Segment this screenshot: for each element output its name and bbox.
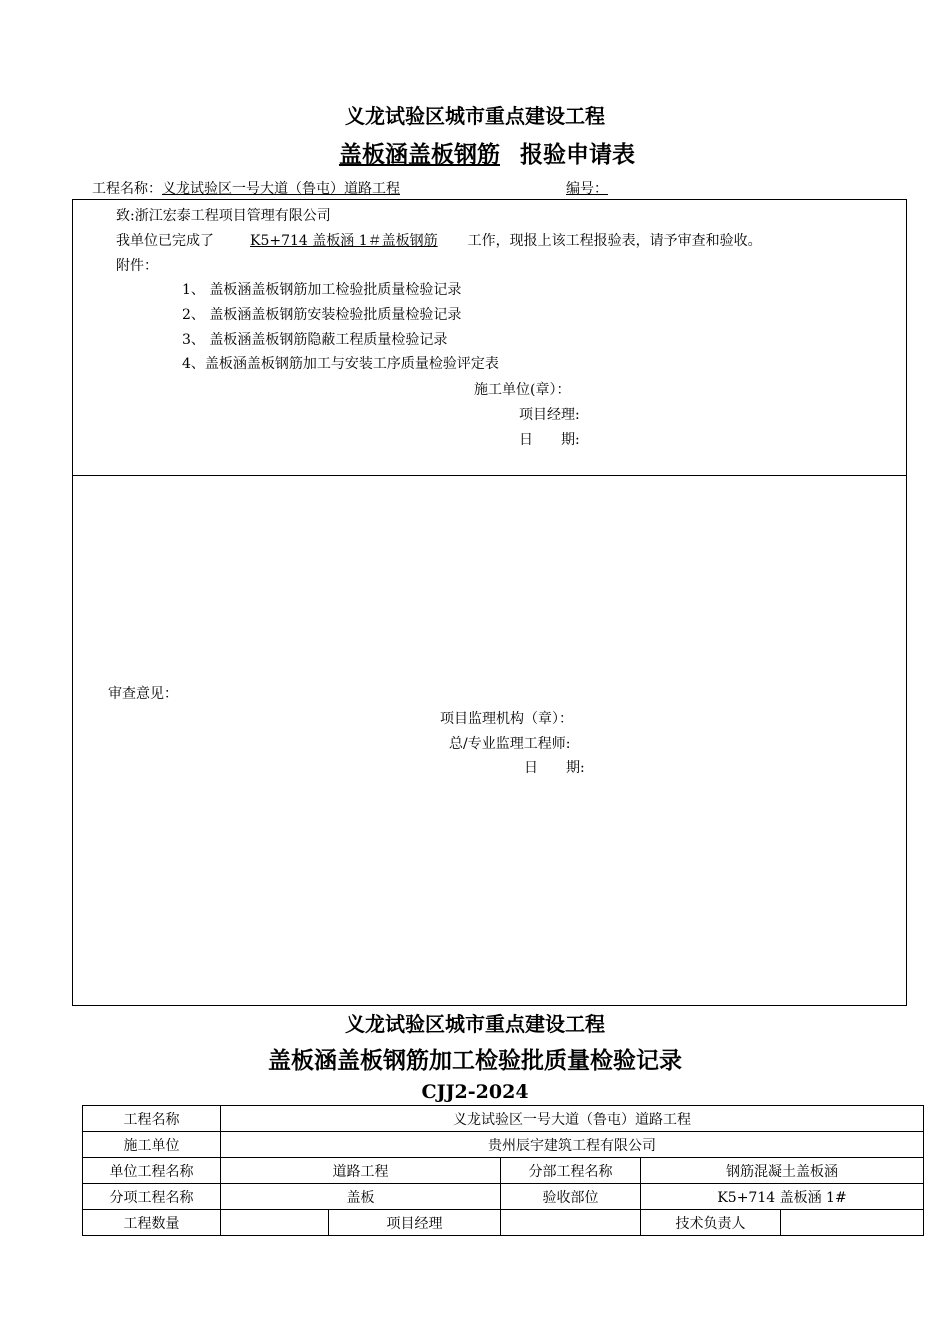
cell-label: 分部工程名称 bbox=[501, 1158, 641, 1184]
completed-suffix: 工作，现报上该工程报验表，请予审查和验收。 bbox=[467, 233, 762, 249]
attachment-item: 4、盖板涵盖板钢筋加工与安装工序质量检验评定表 bbox=[182, 356, 499, 372]
cell-value: 盖板 bbox=[221, 1184, 501, 1210]
attachment-item: 2、 盖板涵盖板钢筋安装检验批质量检验记录 bbox=[182, 307, 462, 323]
cell-label: 项目经理 bbox=[329, 1210, 501, 1236]
cell-label: 技术负责人 bbox=[641, 1210, 781, 1236]
cell-label: 单位工程名称 bbox=[83, 1158, 221, 1184]
contractor-seal: 施工单位(章）： bbox=[474, 382, 571, 398]
cell-value bbox=[781, 1210, 924, 1236]
cell-value bbox=[501, 1210, 641, 1236]
cell-value: 贵州辰宇建筑工程有限公司 bbox=[221, 1132, 924, 1158]
table-row bbox=[83, 1106, 924, 1132]
addressee: 致:浙江宏泰工程项目管理有限公司 bbox=[116, 208, 331, 224]
project-line bbox=[92, 178, 488, 198]
project-name-value: 义龙试验区一号大道（鲁屯）道路工程 bbox=[162, 181, 400, 197]
standard-code: CJJ2-2024 bbox=[421, 1081, 529, 1103]
form-title-subject: 盖板涵盖板钢筋 bbox=[338, 141, 500, 168]
attachment-item: 1、 盖板涵盖板钢筋加工检验批质量检验记录 bbox=[182, 282, 462, 298]
record-org-title: 义龙试验区城市重点建设工程 bbox=[345, 1012, 605, 1036]
record-table bbox=[82, 1105, 924, 1236]
cell-value bbox=[221, 1210, 329, 1236]
completed-prefix: 我单位已完成了 bbox=[116, 233, 214, 249]
cell-value: K5+714 盖板涵 1# bbox=[641, 1184, 924, 1210]
form-title-suffix: 报验申请表 bbox=[520, 141, 635, 168]
org-title: 义龙试验区城市重点建设工程 bbox=[345, 104, 605, 128]
completed-item: K5+714 盖板涵 1＃盖板钢筋 bbox=[250, 233, 438, 249]
table-row bbox=[83, 1184, 924, 1210]
cell-value: 道路工程 bbox=[221, 1158, 501, 1184]
number-label: 编号： bbox=[566, 181, 608, 197]
attachments-label: 附件： bbox=[116, 258, 158, 274]
cell-value: 义龙试验区一号大道（鲁屯）道路工程 bbox=[221, 1106, 924, 1132]
cell-label: 工程名称 bbox=[83, 1106, 221, 1132]
review-opinion-label: 审查意见： bbox=[108, 686, 178, 702]
attachment-item: 3、 盖板涵盖板钢筋隐蔽工程质量检验记录 bbox=[182, 332, 448, 348]
chief-engineer-sign: 总/专业监理工程师: bbox=[449, 736, 571, 752]
cell-label: 验收部位 bbox=[501, 1184, 641, 1210]
review-date: 日 期: bbox=[524, 760, 585, 776]
table-row bbox=[83, 1210, 924, 1236]
project-manager-sign: 项目经理: bbox=[519, 407, 580, 423]
project-name-label: 工程名称： bbox=[92, 181, 162, 197]
supervision-seal: 项目监理机构（章）： bbox=[440, 711, 573, 727]
form-title bbox=[0, 136, 950, 169]
table-row bbox=[83, 1132, 924, 1158]
completed-line bbox=[116, 230, 762, 250]
table-row bbox=[83, 1158, 924, 1184]
cell-value: 钢筋混凝土盖板涵 bbox=[641, 1158, 924, 1184]
application-date: 日 期: bbox=[519, 432, 580, 448]
number-field bbox=[566, 178, 622, 198]
cell-label: 分项工程名称 bbox=[83, 1184, 221, 1210]
record-title: 盖板涵盖板钢筋加工检验批质量检验记录 bbox=[268, 1047, 682, 1074]
cell-label: 施工单位 bbox=[83, 1132, 221, 1158]
cell-label: 工程数量 bbox=[83, 1210, 221, 1236]
